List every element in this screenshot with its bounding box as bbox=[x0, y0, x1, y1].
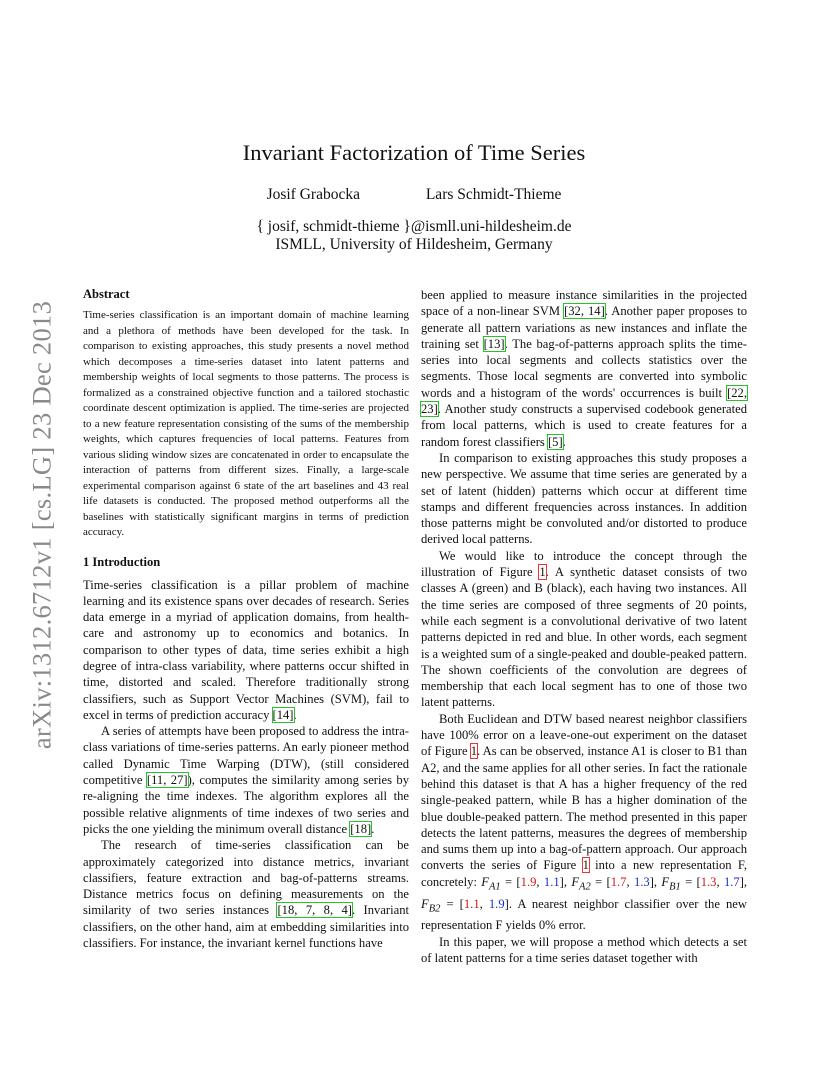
citation-link[interactable]: [22, 23] bbox=[421, 385, 747, 417]
paragraph: A series of attempts have been proposed to address the intra-class variations of time-series patterns. An early pioneer method called Dynamic Time Warping (DTW), (still considered competitive [11, 27]), computes the similarity among series by re-aligning the time indexes. The algorithm explores all the possible relative alignments of time indexes of two series and picks the one yielding the minimum overall distance [18]. bbox=[83, 724, 410, 836]
affiliation bbox=[0, 218, 828, 254]
citation-link[interactable]: [14] bbox=[272, 707, 294, 722]
paragraph: In comparison to existing approaches this study proposes a new perspective. We assume that time series are generated by a set of latent (hidden) patterns which occur at different time stamps and different frequencies across instances. In addition those patterns might be convoluted and/or distorted to produce derived local patterns. bbox=[421, 450, 747, 547]
paragraph: Both Euclidean and DTW based nearest neighbor classifiers have 100% error on a leave-one-out experiment on the dataset of Figure 1. As can be observed, instance A1 is closer to B1 than A2, and the same applies for all other series. In fact the rationale behind this dataset is that A has a higher frequency of the red single-peaked pattern, while B has a higher domination of the blue double-peaked pattern. The method presented in this paper detects the latent patterns, measures the degrees of membership and sums them up into a bag-of-pattern approach. Our approach converts the series of Figure 1 into a new representation F, concretely: $F_{A1} = [1.9$, 1.1], $F_{A2} = [1.7$, 1.3], $F_{B1} = [1.3$, 1.7], $F_{B2} = [1.1$, 1.9]. A nearest neighbor classifier over the new representation F yields 0% error. bbox=[421, 711, 748, 933]
citation-link[interactable]: [5] bbox=[547, 434, 563, 449]
author-list bbox=[0, 186, 828, 204]
paragraph: been applied to measure instance similarities in the projected space of a non-linear SVM [32, 14]. Another paper proposes to generate all pattern variations as new instances and inflate the training set [13]. The bag-of-patterns approach splits the time-series into local segments and collects statistics over the segments. Those local segments are converted into symbolic words and a histogram of the words' occurrences is built [22, 23]. Another study constructs a supervised codebook generated from local patterns, which is used to create features for a random forest classifiers [5]. bbox=[421, 288, 748, 449]
left-column bbox=[83, 287, 409, 951]
paragraph: The research of time-series classification can be approximately categorized into distance metrics, invariant classifiers, feature extraction and bag-of-patterns streams. Distance metrics focus on defining measurements on the similarity of two series instances [18, 7, 8, 4]. Invariant classifiers, on the other hand, aim at embedding similarities into classifiers. For instance, the invariant kernel functions have bbox=[83, 838, 410, 951]
citation-link[interactable]: [18] bbox=[350, 821, 372, 836]
author: Lars Schmidt-Thieme bbox=[425, 186, 562, 203]
institution: ISMLL, University of Hildesheim, Germany bbox=[275, 236, 553, 253]
right-column bbox=[421, 287, 747, 966]
paragraph: Time-series classification is a pillar problem of machine learning and its existence spans over decades of research. Series data emerge in a myriad of application domains, from health-care and astronomy up to economics and botanics. In comparison to other types of data, time series exhibit a high degree of intra-class variability, where patterns occur shifted in time, distorted and scaled. Therefore traditionally strong classifiers, such as Support Vector Machines (SVM), fail to excel in terms of prediction accuracy [14]. bbox=[83, 577, 409, 722]
math-var: F bbox=[481, 874, 489, 889]
figure-link[interactable]: 1 bbox=[470, 744, 478, 759]
email: { josif, schmidt-thieme }@ismll.uni-hildesheim.de bbox=[256, 218, 572, 235]
arxiv-stamp: arXiv:1312.6712v1 [cs.LG] 23 Dec 2013 bbox=[26, 300, 57, 750]
author: Josif Grabocka bbox=[266, 186, 360, 203]
citation-link[interactable]: [13] bbox=[483, 336, 505, 351]
figure-link[interactable]: 1 bbox=[539, 565, 546, 580]
citation-link[interactable]: [32, 14] bbox=[564, 304, 605, 319]
figure-link[interactable]: 1 bbox=[582, 858, 589, 873]
paragraph: We would like to introduce the concept through the illustration of Figure 1. A synthetic dataset consists of two classes A (green) and B (black), each having two instances. All the time series are composed of three segments of 20 points, while each segment is a convolutional derivative of two latent patterns depicted in red and blue. In other words, each segment is a weighted sum of a single-peaked and double-peaked pattern. The shown coefficients of the convolution are degrees of membership that each local segment has to one of those two latent patterns. bbox=[421, 548, 747, 710]
paragraph: In this paper, we will propose a method which detects a set of latent patterns for a time series dataset together with bbox=[421, 934, 747, 965]
paper-title: Invariant Factorization of Time Series bbox=[242, 140, 586, 165]
citation-link[interactable]: [11, 27] bbox=[146, 773, 188, 788]
abstract-heading: Abstract bbox=[83, 287, 130, 301]
abstract-text: Time-series classification is an important domain of machine learning and a plethora of methods have been developed for the task. In comparison to existing approaches, this study presents a novel method which decomposes a time-series dataset into latent patterns and membership weights of local segments to those patterns. The process is formalized as a constrained objective function and a tailored stochastic coordinate descent optimization is applied. The time-series are projected to a new feature representation consisting of the sums of the membership weights, which captures frequencies of local patterns. Features from various sliding window sizes are concatenated in order to encapsulate the interaction of patterns from different sizes. Finally, a large-scale experimental comparison against 6 state of the art baselines and 43 real life datasets is conducted. The proposed method outperforms all the baselines with statistically significant margins in terms of prediction accuracy. bbox=[83, 309, 409, 538]
citation-link[interactable]: [18, 7, 8, 4] bbox=[277, 903, 352, 918]
section-heading: 1 Introduction bbox=[83, 554, 161, 569]
